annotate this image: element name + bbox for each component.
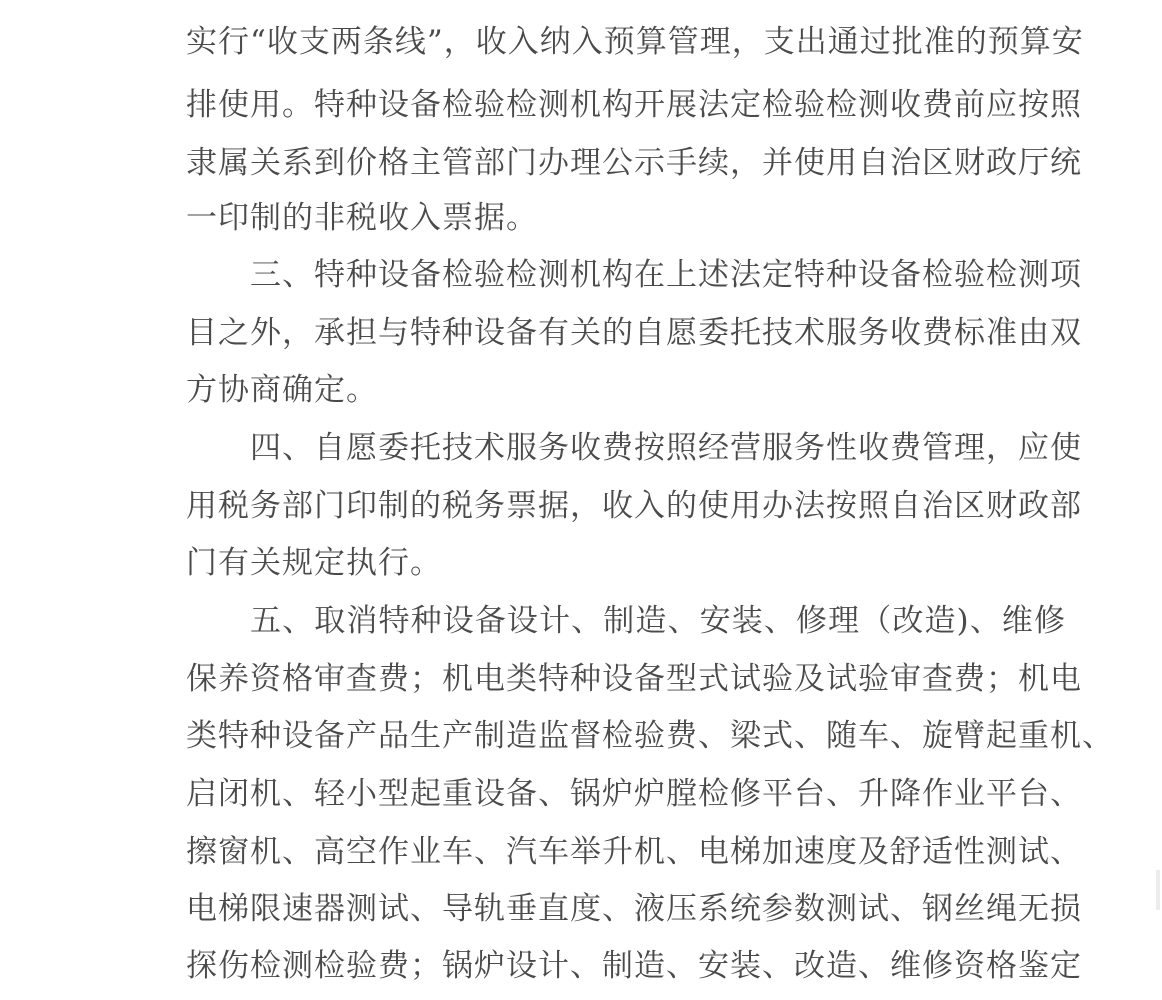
paragraph-5-line-3: 类特种设备产品生产制造监督检验费、梁式、随车、旋臂起重机、 [186, 718, 1114, 754]
paragraph-4-line-2: 用税务部门印制的税务票据，收入的使用办法按照自治区财政部 [186, 488, 1082, 524]
paragraph-4-line-3: 门有关规定执行。 [186, 545, 442, 581]
paragraph-5-line-7: 探伤检测检验费；锅炉设计、制造、安装、改造、维修资格鉴定 [186, 948, 1082, 984]
paragraph-3-line-2: 目之外，承担与特种设备有关的自愿委托技术服务收费标准由双 [186, 315, 1082, 351]
text-line-1: 实行“收支两条线”，收入纳入预算管理，支出通过批准的预算安 [186, 24, 1084, 60]
scan-edge-mark [1156, 870, 1160, 910]
paragraph-4-line-1: 四、自愿委托技术服务收费按照经营服务性收费管理，应使 [250, 430, 1082, 466]
paragraph-5-line-1: 五、取消特种设备设计、制造、安装、修理（改造)、维修 [250, 603, 1066, 639]
text-line-4: 一印制的非税收入票据。 [186, 200, 538, 236]
paragraph-5-line-5: 擦窗机、高空作业车、汽车举升机、电梯加速度及舒适性测试、 [186, 834, 1082, 870]
paragraph-3-line-1: 三、特种设备检验检测机构在上述法定特种设备检验检测项 [250, 257, 1082, 293]
paragraph-5-line-6: 电梯限速器测试、导轨垂直度、液压系统参数测试、钢丝绳无损 [186, 891, 1082, 927]
paragraph-3-line-3: 方协商确定。 [186, 372, 378, 408]
text-line-3: 隶属关系到价格主管部门办理公示手续，并使用自治区财政厅统 [186, 145, 1082, 181]
text-line-2: 排使用。特种设备检验检测机构开展法定检验检测收费前应按照 [186, 87, 1082, 123]
paragraph-5-line-4: 启闭机、轻小型起重设备、锅炉炉膛检修平台、升降作业平台、 [186, 776, 1082, 812]
paragraph-5-line-2: 保养资格审查费；机电类特种设备型式试验及试验审查费；机电 [186, 661, 1082, 697]
